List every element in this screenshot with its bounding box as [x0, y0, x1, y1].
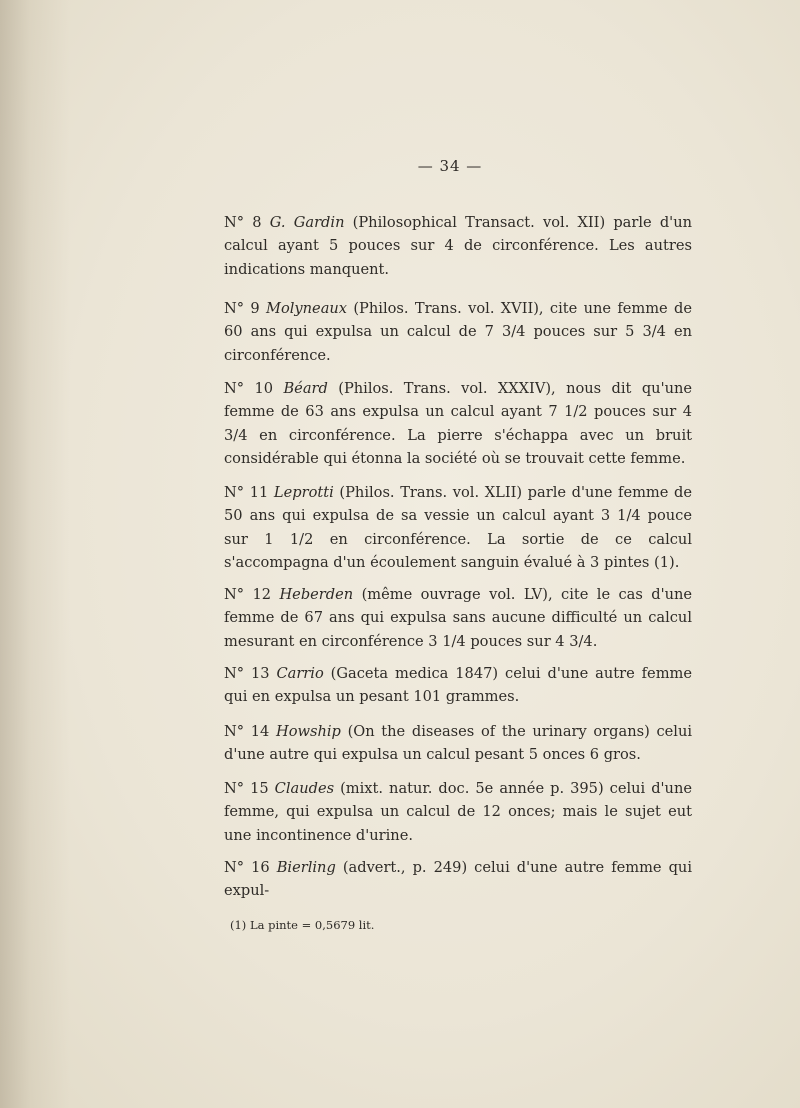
entry-number: N° 12: [224, 586, 272, 603]
author-name: Béard: [283, 380, 328, 397]
author-name: Molyneaux: [266, 300, 348, 317]
entry-text: (Philosophical Transact. vol. XII) parle d'un calcul ayant 5 pouces sur 4 de circonférence. Les autres indications manquent.: [224, 214, 692, 278]
entry-15: [224, 777, 692, 847]
entry-text: (advert., p. 249) celui d'une autre femme qui expul-: [224, 859, 692, 900]
entry-number: N° 14: [224, 723, 270, 740]
entry-number: N° 13: [224, 665, 270, 682]
author-name: Claudes: [274, 780, 335, 797]
entry-12: [224, 583, 692, 653]
author-name: Howship: [275, 723, 341, 740]
author-name: Heberden: [279, 586, 354, 603]
entry-number: N° 10: [224, 380, 274, 397]
entry-text: (On the diseases of the urinary organs) celui d'une autre qui expulsa un calcul pesant 5 onces 6 gros.: [224, 723, 693, 764]
entry-text: (même ouvrage vol. LV), cite le cas d'une femme de 67 ans qui expulsa sans aucune difficulté un calcul mesurant en circonférence 3 1/4 pouces sur 4 3/4.: [224, 586, 693, 650]
entry-13: [224, 662, 692, 709]
entry-11: [224, 481, 692, 574]
entry-number: N° 16: [224, 859, 270, 876]
entry-text: (Philos. Trans. vol. XLII) parle d'une femme de 50 ans qui expulsa de sa vessie un calcul ayant 3 1/4 pouce sur 1 1/2 en circonférence. La sortie de ce calcul s'accompagna d'un écoulement sanguin évalué à 3 pintes (1).: [224, 484, 693, 571]
footnote: (1) La pinte = 0,5679 lit.: [230, 918, 375, 932]
page-number: — 34 —: [417, 157, 483, 175]
entry-text: (mixt. natur. doc. 5e année p. 395) celui d'une femme, qui expulsa un calcul de 12 onces; mais le sujet eut une incontinence d'urine.: [224, 780, 692, 844]
author-name: Leprotti: [273, 484, 334, 501]
entry-number: N° 9: [224, 300, 260, 317]
entry-14: [224, 720, 692, 767]
author-name: Carrio: [276, 665, 324, 682]
entry-number: N° 8: [224, 214, 262, 231]
entry-16: [224, 856, 692, 903]
entry-10: [224, 377, 692, 470]
author-name: Bierling: [276, 859, 336, 876]
entry-number: N° 11: [224, 484, 269, 501]
entry-9: [224, 297, 692, 367]
author-name: G. Gardin: [269, 214, 345, 231]
entry-8: [224, 211, 692, 281]
entry-number: N° 15: [224, 780, 269, 797]
entry-text: (Philos. Trans. vol. XVII), cite une femme de 60 ans qui expulsa un calcul de 7 3/4 pouces sur 5 3/4 en circonférence.: [224, 300, 692, 364]
entry-text: (Philos. Trans. vol. XXXIV), nous dit qu'une femme de 63 ans expulsa un calcul ayant 7 1/2 pouces sur 4 3/4 en circonférence. La pierre s'échappa avec un bruit considérable qui étonna la société où se trouvait cette femme.: [224, 380, 693, 467]
entry-text: (Gaceta medica 1847) celui d'une autre femme qui en expulsa un pesant 101 grammes.: [224, 665, 693, 706]
